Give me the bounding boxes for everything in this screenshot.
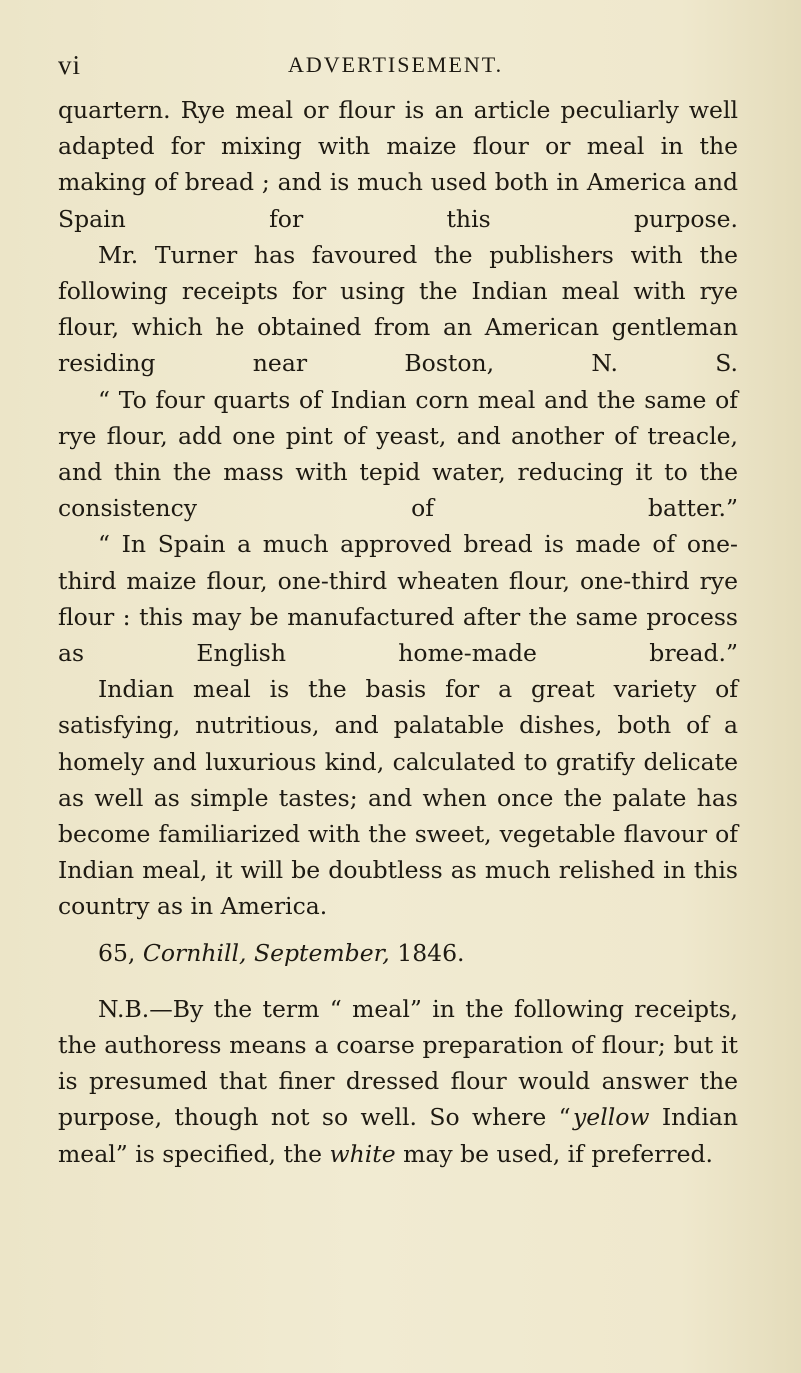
page-header [58, 48, 738, 80]
nb-yellow: yellow [573, 1103, 650, 1132]
dateline-month: September, [254, 938, 390, 967]
nb-white: white [329, 1139, 396, 1168]
dateline [58, 935, 738, 971]
page-number: vi [58, 50, 82, 80]
dateline-year: 1846. [397, 938, 465, 967]
nb-text-1: N.B.—By the term “ meal” in the following receipts, the authoress means a coarse preparation of flour; but it is presumed that finer dressed flour would answer the purpose, though not so well. So where “ [58, 994, 738, 1132]
dateline-place: Cornhill, [142, 938, 247, 967]
nota-bene [58, 991, 738, 1172]
dateline-number: 65, [98, 938, 136, 967]
nb-text-3: may be used, if preferred. [403, 1139, 713, 1168]
nb-text-2: Indian meal” is specified, the [58, 1103, 738, 1168]
paragraph-1: quartern. Rye meal or flour is an article peculiarly well adapted for mixing with maize flour or meal in the making of bread ; and is much used both in America and Spain for this purpose. [58, 96, 738, 233]
body-text [58, 92, 738, 1172]
paragraph-3: “ To four quarts of Indian corn meal and the same of rye flour, add one pint of yeast, and another of treacle, and thin the mass with tepid water, reducing it to the consistency of batter.” [58, 385, 738, 523]
paragraph-4: “ In Spain a much approved bread is made of one-third maize flour, one-third wheaten flour, one-third rye flour : this may be manufactured after the same process as English home-made bread.” [58, 530, 738, 668]
paragraph-5: Indian meal is the basis for a great variety of satisfying, nutritious, and palatable dishes, both of a homely and luxurious kind, calculated to gratify delicate as well as simple tastes; and when once the palate has become familiarized with the sweet, vegetable flavour of Indian meal, it will be doubtless as much relished in this country as in America. [58, 675, 738, 921]
running-head: ADVERTISEMENT. [288, 52, 504, 77]
paragraph-2: Mr. Turner has favoured the publishers with the following receipts for using the Indian meal with rye flour, which he obtained from an American gentleman residing near Boston, N. S. [58, 240, 738, 378]
